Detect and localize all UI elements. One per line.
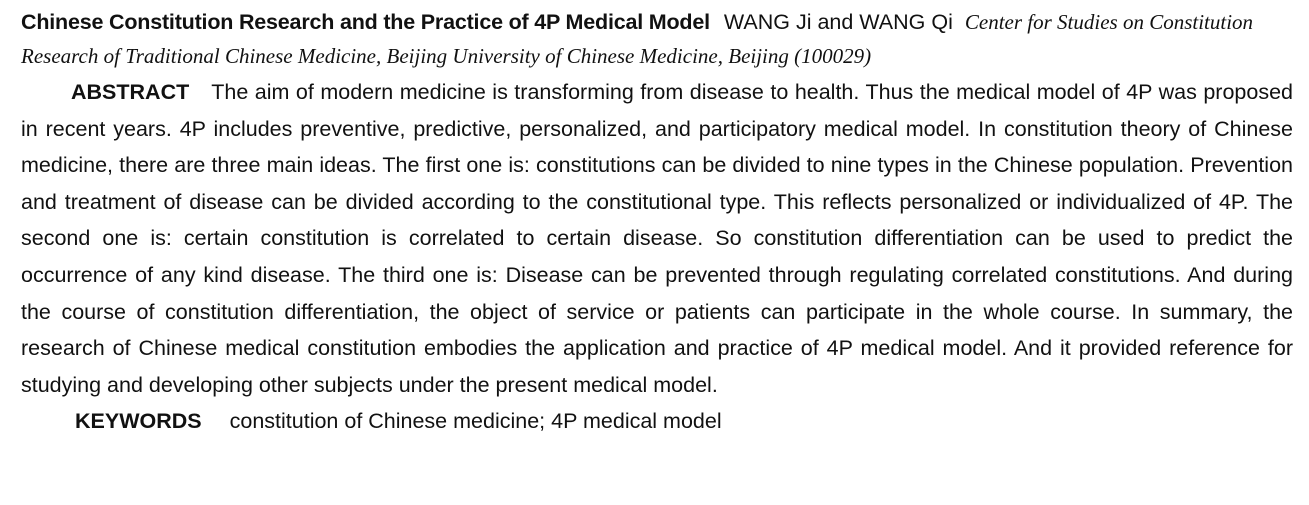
keywords-text: constitution of Chinese medicine; 4P medical model — [229, 409, 722, 434]
abstract-text: The aim of modern medicine is transforming from disease to health. Thus the medical model of 4P was proposed in recent years. 4P includes preventive, predictive, personalized, and participatory medical model. In constitution theory of Chinese medicine, there are three main ideas. The first one is: constitutions can be divided to nine types in the Chinese population. Prevention and treatment of disease can be divided according to the constitutional type. This reflects personalized or individualized of 4P. The second one is: certain constitution is correlated to certain disease. So constitution differentiation can be used to predict the occurrence of any kind disease. The third one is: Disease can be prevented through regulating correlated constitutions. And during the course of constitution differentiation, the object of service or patients can participate in the whole course. In summary, the research of Chinese medical constitution embodies the application and practice of 4P medical model. And it provided reference for studying and developing other subjects under the present medical model. — [21, 80, 1293, 397]
abstract-paragraph — [21, 74, 1293, 403]
keywords-label: KEYWORDS — [75, 409, 202, 434]
article-header — [21, 5, 1293, 73]
keywords-line — [21, 403, 1293, 439]
abstract-label: ABSTRACT — [71, 80, 190, 104]
article-title: Chinese Constitution Research and the Practice of 4P Medical Model — [21, 10, 710, 34]
article-affiliation: Center for Studies on Constitution Research of Traditional Chinese Medicine, Beijing University of Chinese Medicine, Beijing (100029) — [21, 10, 1254, 68]
article-authors: WANG Ji and WANG Qi — [723, 10, 953, 34]
